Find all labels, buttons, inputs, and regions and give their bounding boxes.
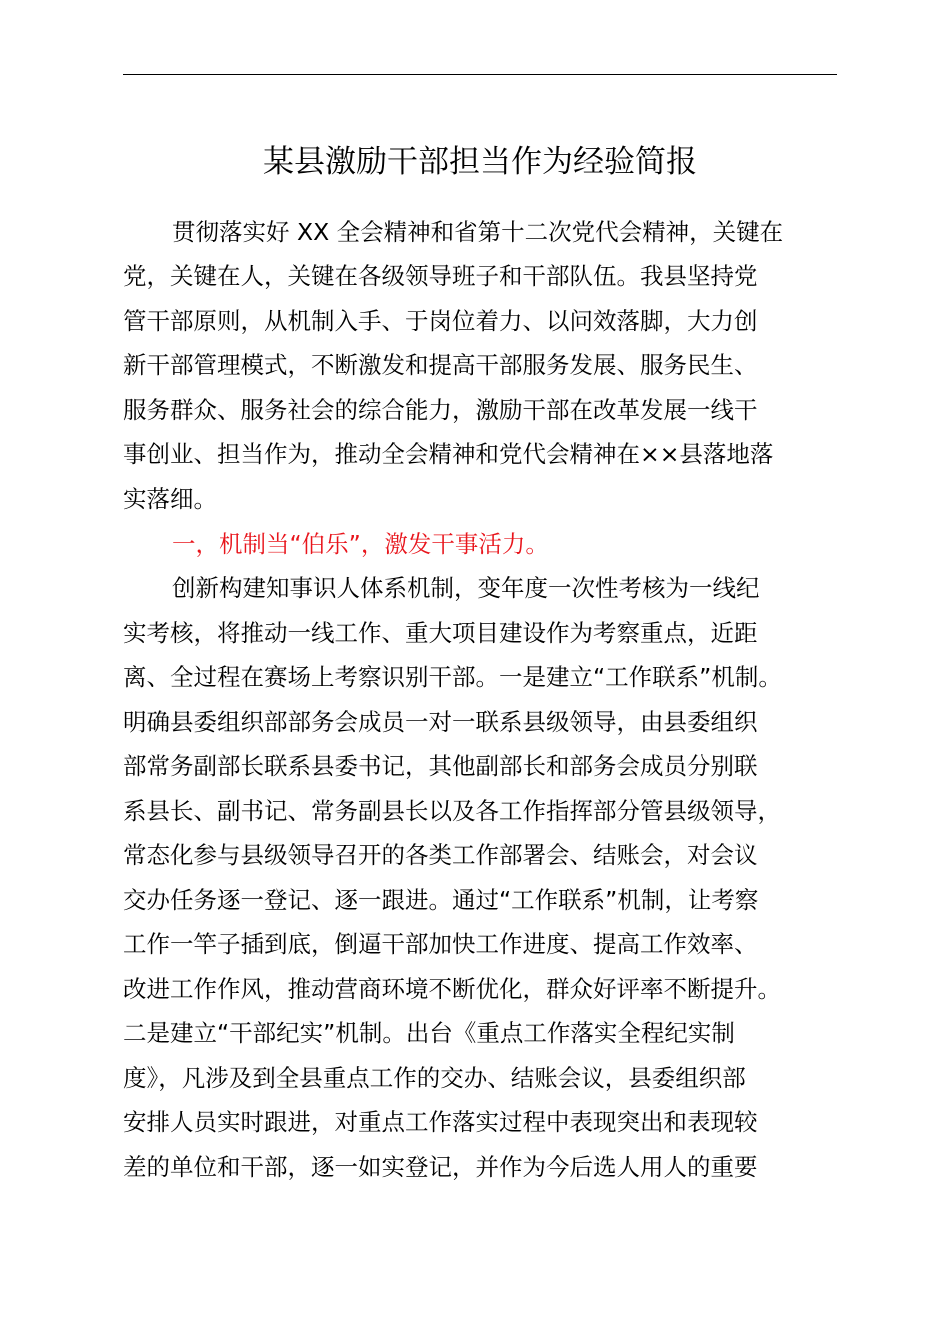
body-line: 安排人员实时跟进，对重点工作落实过程中表现突出和表现较 [123,1108,758,1136]
section-heading: 一，机制当“伯乐”，激发干事活力。 [172,530,549,558]
body-line: 工作一竿子插到底，倒逼干部加快工作进度、提高工作效率、 [123,930,758,958]
document-title: 某县激励干部担当作为经验简报 [263,144,697,180]
body-line: 创新构建知事识人体系机制，变年度一次性考核为一线纪 [172,574,760,602]
header-rule [123,74,837,75]
intro-line: 贯彻落实好 XX 全会精神和省第十二次党代会精神，关键在 [172,218,784,246]
body-line: 系县长、副书记、常务副县长以及各工作指挥部分管县级领导， [123,797,781,825]
body-line: 明确县委组织部部务会成员一对一联系县级领导，由县委组织 [123,708,758,736]
intro-line: 实落细。 [123,485,217,513]
intro-line: 事创业、担当作为，推动全会精神和党代会精神在××县落地落 [123,440,774,468]
intro-line: 新干部管理模式，不断激发和提高干部服务发展、服务民生、 [123,351,758,379]
body-line: 常态化参与县级领导召开的各类工作部署会、结账会，对会议 [123,841,758,869]
body-line: 二是建立“干部纪实”机制。出台《重点工作落实全程纪实制 [123,1019,735,1047]
intro-line: 管干部原则，从机制入手、于岗位着力、以问效落脚，大力创 [123,307,758,335]
body-line: 离、全过程在赛场上考察识别干部。一是建立“工作联系”机制。 [123,663,782,691]
body-line: 实考核，将推动一线工作、重大项目建设作为考察重点，近距 [123,619,758,647]
intro-line: 服务群众、服务社会的综合能力，激励干部在改革发展一线干 [123,396,758,424]
body-line: 部常务副部长联系县委书记，其他副部长和部务会成员分别联 [123,752,758,780]
body-line: 交办任务逐一登记、逐一跟进。通过“工作联系”机制，让考察 [123,886,759,914]
intro-line: 党，关键在人，关键在各级领导班子和干部队伍。我县坚持党 [123,262,758,290]
body-line: 改进工作作风，推动营商环境不断优化，群众好评率不断提升。 [123,975,781,1003]
body-line: 差的单位和干部，逐一如实登记，并作为今后选人用人的重要 [123,1153,758,1181]
body-line: 度》，凡涉及到全县重点工作的交办、结账会议，县委组织部 [123,1064,746,1092]
